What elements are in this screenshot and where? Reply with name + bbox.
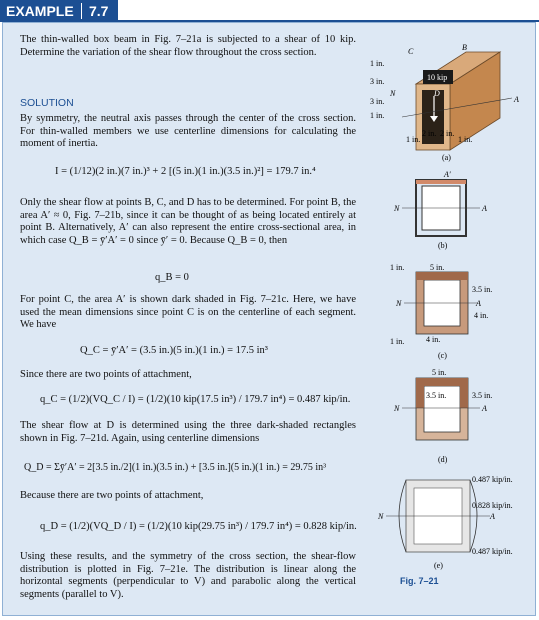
solution-paragraph-7: Using these results, and the symmetry of the cross section, the shear-flow distribution is plotted in Fig. 7–21e. The distribution is linear along the horizontal segments (perpendicular to V) and parabolic along the vertical segments (parallel to V).	[20, 551, 356, 600]
fig-e-caption: (e)	[434, 561, 443, 570]
solution-paragraph-6: Because there are two points of attachment,	[20, 490, 204, 501]
solution-paragraph-4: Since there are two points of attachment,	[20, 369, 192, 380]
label-N: N	[378, 512, 384, 521]
label-N: N	[390, 89, 396, 98]
label-D: D	[434, 89, 440, 98]
example-header	[0, 0, 539, 22]
solution-paragraph-3: For point C, the area A′ is shown dark shaded in Fig. 7–21c. Here, we have used the mean dimensions since point C is on the centerline of each segment. We have	[20, 294, 356, 330]
dim-1in-bottom: 1 in.	[390, 337, 405, 346]
label-qC-top: 0.487 kip/in.	[472, 475, 513, 484]
shaded-area-C	[416, 272, 468, 280]
equation-QD: Q_D = Σȳ′A′ = 2[3.5 in./2](1 in.)(3.5 in.) + [3.5 in.](5 in.)(1 in.) = 29.75 in³	[24, 462, 327, 473]
label-qD: 0.828 kip/in.	[472, 501, 513, 510]
figure-d-cross-section	[380, 366, 530, 466]
dim-3-5in-inner: 3.5 in.	[426, 391, 447, 400]
example-number: 7.7	[89, 3, 109, 19]
label-A: A	[476, 299, 481, 308]
solution-paragraph-5: The shear flow at D is determined using the three dark-shaded rectangles shown in Fig. 7–21d. Again, using centerline dimensions	[20, 420, 356, 444]
dim-1in-right: 1 in.	[458, 135, 473, 144]
label-A: A	[514, 95, 519, 104]
dim-2in-b: 2 in.	[440, 129, 455, 138]
label-C: C	[408, 47, 414, 56]
solution-heading: SOLUTION	[20, 97, 74, 109]
tab-separator	[81, 3, 82, 19]
dim-4in-bottom: 4 in.	[426, 335, 441, 344]
shaded-top-flange	[416, 378, 468, 386]
label-B: B	[462, 43, 467, 52]
equation-qD: q_D = (1/2)(VQ_D / I) = (1/2)(10 kip(29.75 in³) / 179.7 in⁴) = 0.828 kip/in.	[40, 521, 357, 532]
dim-4in-right: 4 in.	[474, 311, 489, 320]
shaded-left-web	[416, 386, 424, 408]
example-tab	[0, 0, 118, 22]
equation-qB: q_B = 0	[155, 272, 189, 283]
dim-5in: 5 in.	[432, 368, 447, 377]
label-N: N	[394, 404, 400, 413]
figure-e-shear-flow	[372, 470, 534, 574]
shaded-area-B	[416, 180, 466, 184]
load-label: 10 kip	[427, 73, 448, 82]
label-A: A	[482, 204, 487, 213]
figure-a-box-beam	[362, 40, 532, 165]
label-N: N	[396, 299, 402, 308]
dim-3-5in-outer: 3.5 in.	[472, 391, 493, 400]
dim-3-5in: 3.5 in.	[472, 285, 493, 294]
figure-c-cross-section	[380, 258, 530, 362]
label-A: A	[490, 512, 495, 521]
shaded-right-web	[460, 386, 468, 408]
fig-b-caption: (b)	[438, 241, 448, 250]
dim-3in-upper: 3 in.	[370, 77, 385, 86]
dim-1in-top: 1 in.	[370, 59, 385, 68]
label-qC-bottom: 0.487 kip/in.	[472, 547, 513, 556]
label-A: A	[482, 404, 487, 413]
label-N: N	[394, 204, 400, 213]
dim-1in-left: 1 in.	[406, 135, 421, 144]
dim-2in-a: 2 in.	[422, 129, 437, 138]
equation-qC: q_C = (1/2)(VQ_C / I) = (1/2)(10 kip(17.5 in³) / 179.7 in⁴) = 0.487 kip/in.	[40, 394, 351, 405]
figure-label: Fig. 7–21	[400, 576, 439, 586]
solution-paragraph-2: Only the shear flow at points B, C, and D has to be determined. For point B, the area A′ ≈ 0, Fig. 7–21b, since it can be thought of as being located entirely at point B. Alternatively, A′ can also represent the entire cross-sectional area, in which case Q_B = ȳ′A′ = 0 since ȳ′ = 0. Because Q_B = 0, then	[20, 197, 356, 246]
problem-statement: The thin-walled box beam in Fig. 7–21a is subjected to a shear of 10 kip. Determine the variation of the shear flow throughout the cross section.	[20, 34, 356, 58]
equation-moment-of-inertia: I = (1/12)(2 in.)(7 in.)³ + 2 [(5 in.)(1 in.)(3.5 in.)²] = 179.7 in.⁴	[55, 166, 316, 177]
fig-d-caption: (d)	[438, 455, 448, 464]
equation-QC: Q_C = ȳ′A′ = (3.5 in.)(5 in.)(1 in.) = 17.5 in³	[80, 345, 268, 356]
dim-1in-bottom: 1 in.	[370, 111, 385, 120]
dim-3in-lower: 3 in.	[370, 97, 385, 106]
fig-c-caption: (c)	[438, 351, 447, 360]
figure-b-cross-section	[380, 168, 530, 254]
solution-paragraph-1: By symmetry, the neutral axis passes through the center of the cross section. For thin-walled members we use centerline dimensions for calculating the moment of inertia.	[20, 113, 356, 149]
fig-a-caption: (a)	[442, 153, 451, 162]
label-Aprime: A′	[444, 170, 451, 179]
dim-5in: 5 in.	[430, 263, 445, 272]
example-label: EXAMPLE	[6, 3, 74, 19]
dim-1in-top: 1 in.	[390, 263, 405, 272]
